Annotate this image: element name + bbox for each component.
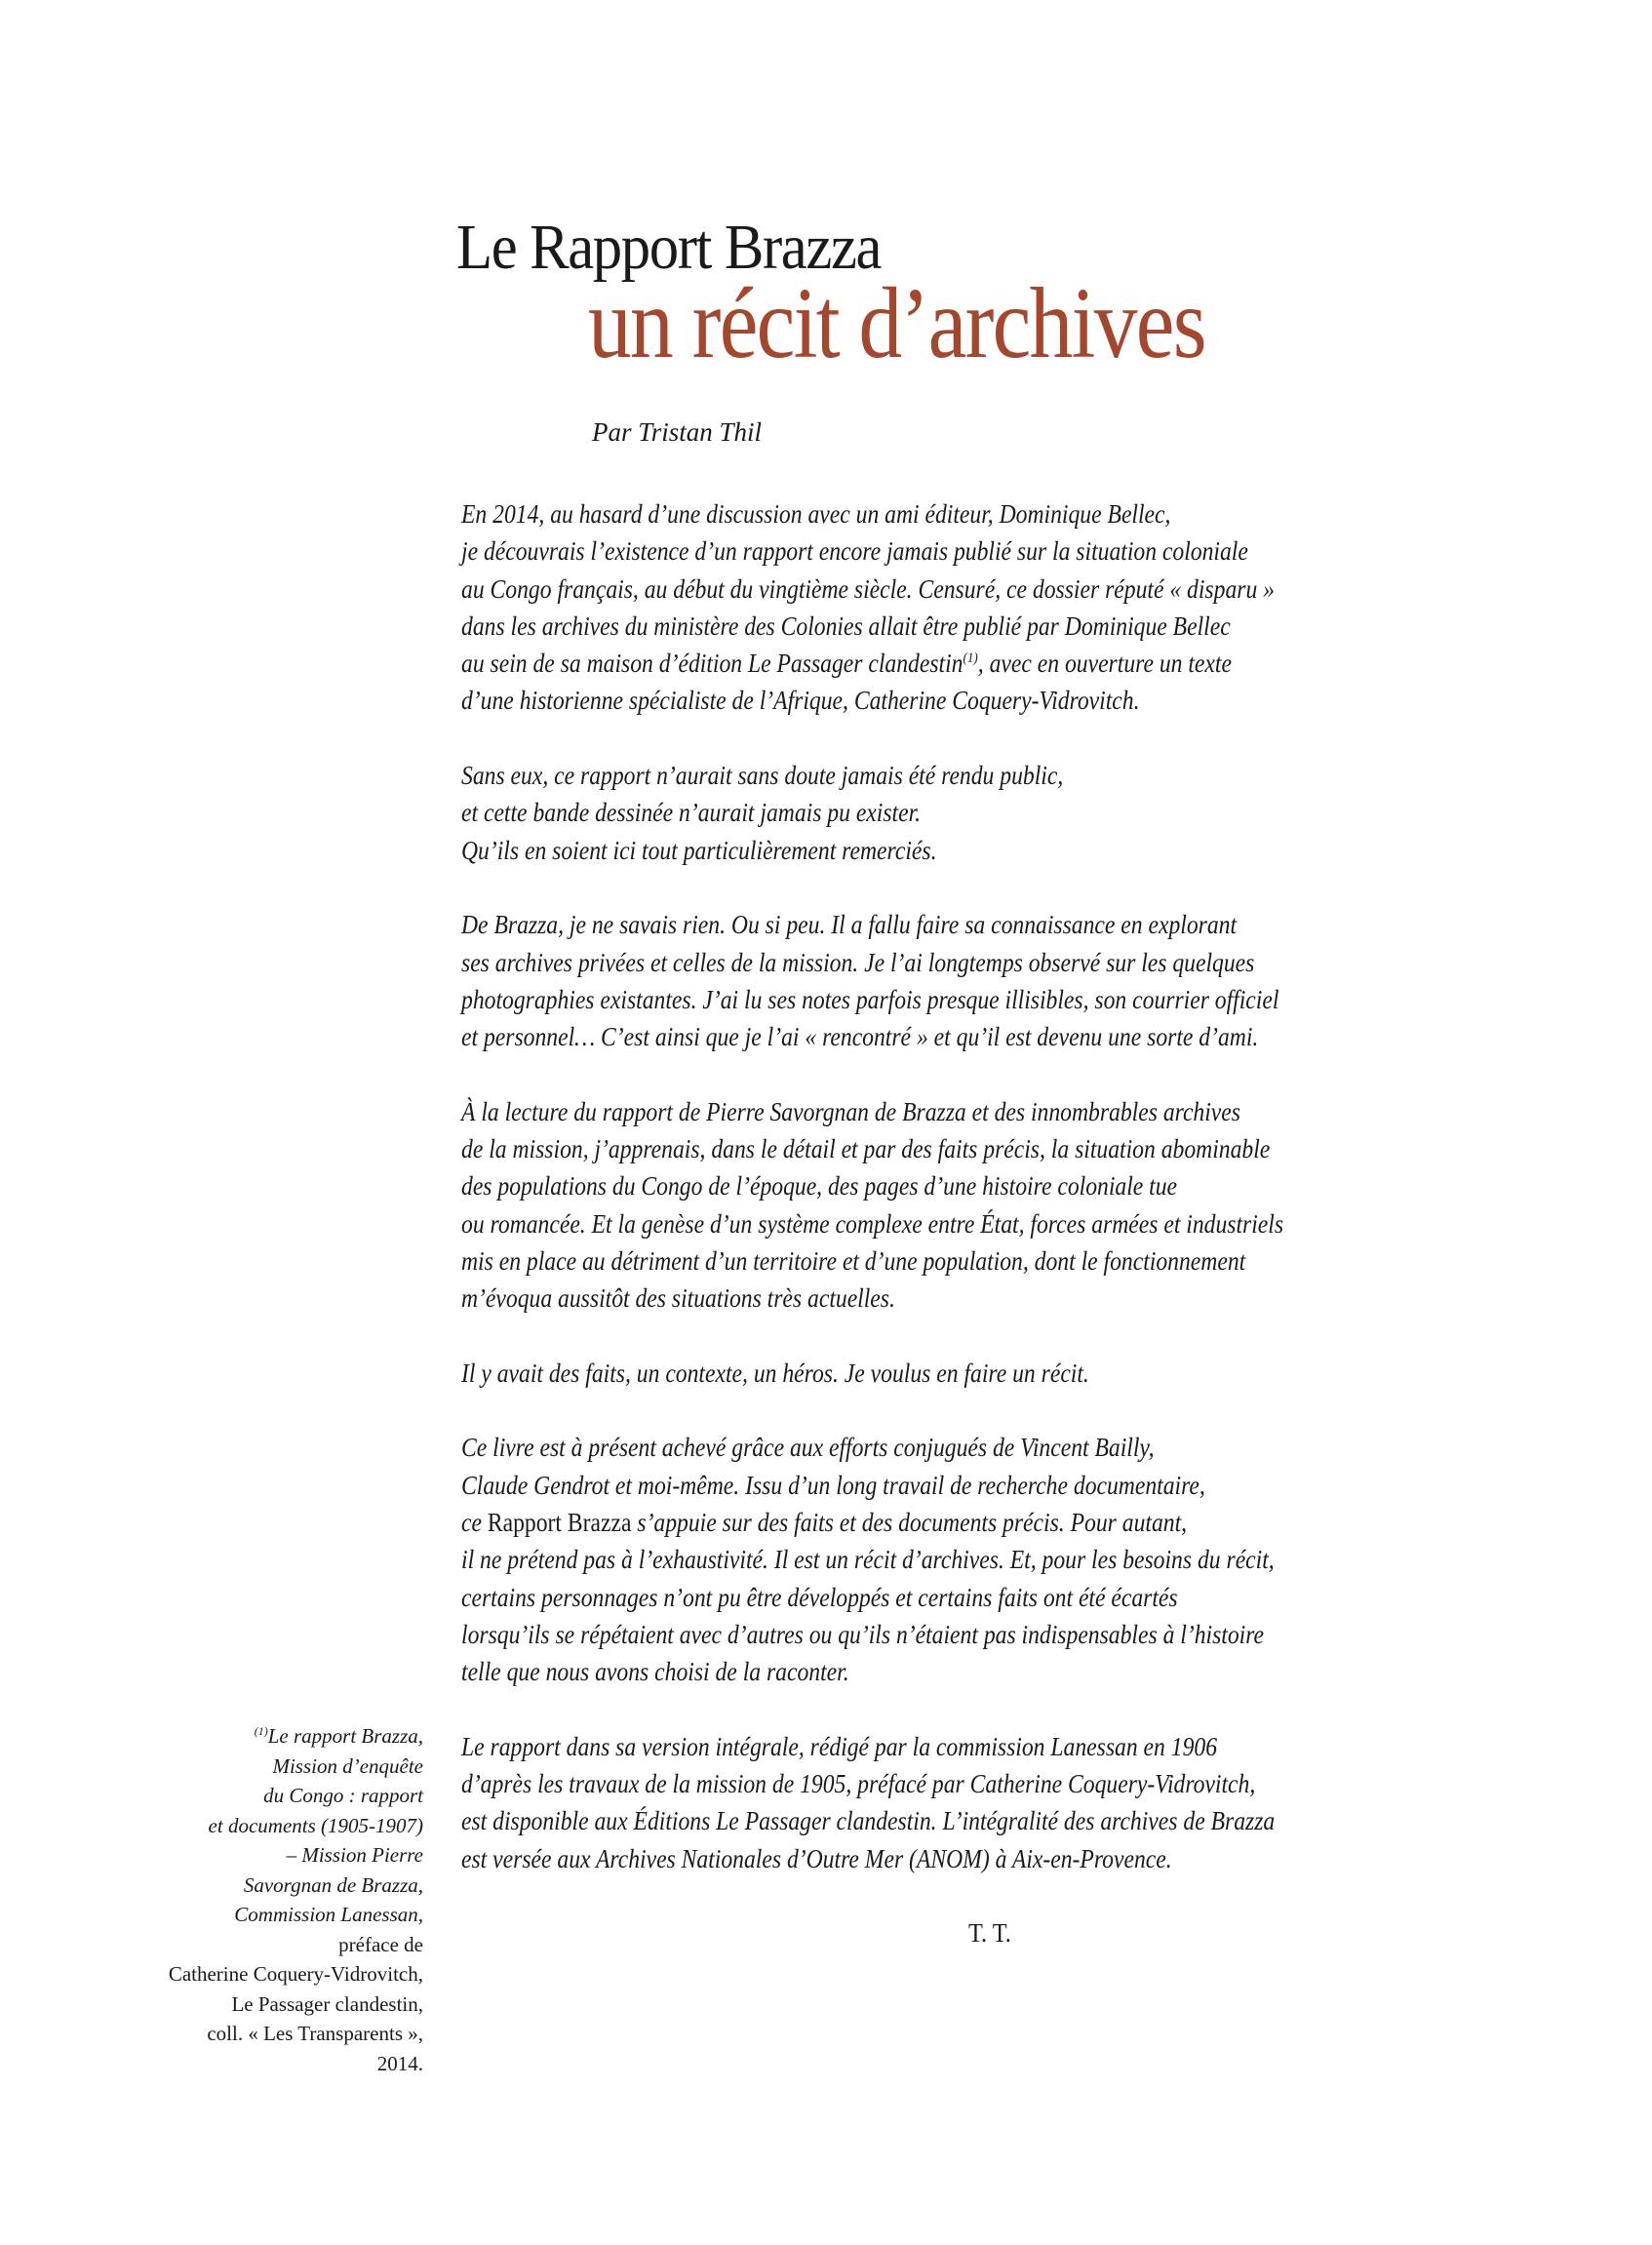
- text-line: mis en place au détriment d’un territoire et d’une population, dont le fonctionnement: [461, 1245, 1246, 1276]
- text-line: ou romancée. Et la genèse d’un système complexe entre État, forces armées et industriels: [461, 1208, 1284, 1239]
- paragraph-story: [461, 1355, 1612, 1392]
- footnote-text: Le rapport Brazza,: [267, 1724, 423, 1748]
- paragraph-brazza: [461, 906, 1612, 1055]
- text-line: [461, 645, 1469, 682]
- footnote-reference[interactable]: (1): [963, 650, 978, 667]
- text-line: d’une historienne spécialiste de l’Afrique, Catherine Coquery-Vidrovitch.: [461, 686, 1140, 716]
- text-line: telle que nous avons choisi de la raconter.: [461, 1657, 849, 1687]
- text-line: m’évoqua aussitôt des situations très actuelles.: [461, 1283, 895, 1314]
- footnote-line: [101, 1721, 423, 1752]
- paragraph-report: [461, 1093, 1612, 1318]
- paragraph-intro: [461, 495, 1612, 720]
- footnote-line: Commission Lanessan,: [234, 1903, 423, 1926]
- footnote-line: et documents (1905-1907): [208, 1813, 423, 1837]
- text-line: Ce livre est à présent achevé grâce aux efforts conjugués de Vincent Bailly,: [461, 1433, 1155, 1463]
- text-line: À la lecture du rapport de Pierre Savorgnan de Brazza et des innombrables archives: [461, 1096, 1240, 1126]
- page-subtitle: un récit d’archives: [588, 267, 1205, 379]
- author-signature: T. T.: [968, 1918, 1011, 1949]
- footnote-line: coll. « Les Transparents »,: [207, 2022, 423, 2045]
- text-line: et cette bande dessinée n’aurait jamais pu exister.: [461, 798, 922, 828]
- text-fragment: , avec en ouverture un texte: [977, 649, 1232, 679]
- text-line: au Congo français, au début du vingtième siècle. Censuré, ce dossier réputé « disparu »: [461, 573, 1275, 604]
- article-body: [461, 495, 1612, 1951]
- text-fragment: s’appuie sur des faits et des documents précis. Pour autant,: [631, 1508, 1188, 1538]
- footnote-line: du Congo : rapport: [263, 1784, 423, 1807]
- text-fragment: ce: [461, 1508, 488, 1538]
- text-line: je découvrais l’existence d’un rapport encore jamais publié sur la situation coloniale: [461, 536, 1248, 567]
- text-line: De Brazza, je ne savais rien. Ou si peu. Il a fallu faire sa connaissance en explorant: [461, 910, 1238, 940]
- paragraph-book: [461, 1429, 1612, 1690]
- text-line: [461, 1504, 1469, 1541]
- footnote-line: Savorgnan de Brazza,: [243, 1872, 423, 1897]
- text-line: est disponible aux Éditions Le Passager clandestin. L’intégralité des archives de Brazza: [461, 1806, 1276, 1836]
- book-title-inline: Rapport Brazza: [487, 1508, 632, 1538]
- text-line: et personnel… C’est ainsi que je l’ai « rencontré » et qu’il est devenu une sorte d’ami.: [461, 1022, 1259, 1052]
- paragraph-availability: [461, 1728, 1612, 1877]
- text-line: dans les archives du ministère des Colonies allait être publié par Dominique Bellec: [461, 610, 1231, 641]
- text-line: de la mission, j’apprenais, dans le détail et par des faits précis, la situation abominable: [461, 1134, 1271, 1164]
- text-line: d’après les travaux de la mission de 1905, préfacé par Catherine Coquery-Vidrovitch,: [461, 1769, 1256, 1799]
- text-line: certains personnages n’ont pu être développés et certains faits ont été écartés: [461, 1582, 1178, 1612]
- text-line: Qu’ils en soient ici tout particulièrement remerciés.: [461, 835, 937, 865]
- text-line: Il y avait des faits, un contexte, un héros. Je voulus en faire un récit.: [461, 1358, 1089, 1388]
- text-line: En 2014, au hasard d’une discussion avec un ami éditeur, Dominique Bellec,: [461, 499, 1171, 529]
- text-line: Le rapport dans sa version intégrale, rédigé par la commission Lanessan en 1906: [461, 1731, 1218, 1761]
- footnote-line: Mission d’enquête: [272, 1753, 423, 1778]
- text-line: lorsqu’ils se répétaient avec d’autres ou qu’ils n’étaient pas indispensables à l’histoire: [461, 1619, 1265, 1649]
- text-line: Sans eux, ce rapport n’aurait sans doute jamais été rendu public,: [461, 761, 1064, 791]
- footnote-line: préface de: [338, 1932, 423, 1956]
- footnote-line: Le Passager clandestin,: [231, 1991, 423, 2016]
- text-line: est versée aux Archives Nationales d’Outre Mer (ANOM) à Aix-en-Provence.: [461, 1843, 1172, 1873]
- sidebar-footnote: [101, 1721, 423, 2078]
- text-line: ses archives privées et celles de la mission. Je l’ai longtemps observé sur les quelques: [461, 947, 1255, 977]
- text-line: des populations du Congo de l’époque, des pages d’une histoire coloniale tue: [461, 1171, 1178, 1201]
- footnote-marker: (1): [254, 1724, 268, 1738]
- footnote-line: 2014.: [376, 2051, 423, 2075]
- text-line: Claude Gendrot et moi-même. Issu d’un long travail de recherche documentaire,: [461, 1470, 1205, 1500]
- text-fragment: au sein de sa maison d’édition Le Passager clandestin: [461, 649, 964, 679]
- page-title: Le Rapport Brazza: [456, 212, 882, 283]
- text-line: il ne prétend pas à l’exhaustivité. Il est un récit d’archives. Et, pour les besoins du récit,: [461, 1545, 1275, 1575]
- text-line: photographies existantes. J’ai lu ses notes parfois presque illisibles, son courrier officiel: [461, 984, 1279, 1014]
- paragraph-thanks: [461, 757, 1612, 869]
- author-byline: Par Tristan Thil: [592, 417, 763, 447]
- footnote-line: Catherine Coquery-Vidrovitch,: [168, 1962, 423, 1986]
- footnote-line: – Mission Pierre: [286, 1843, 423, 1867]
